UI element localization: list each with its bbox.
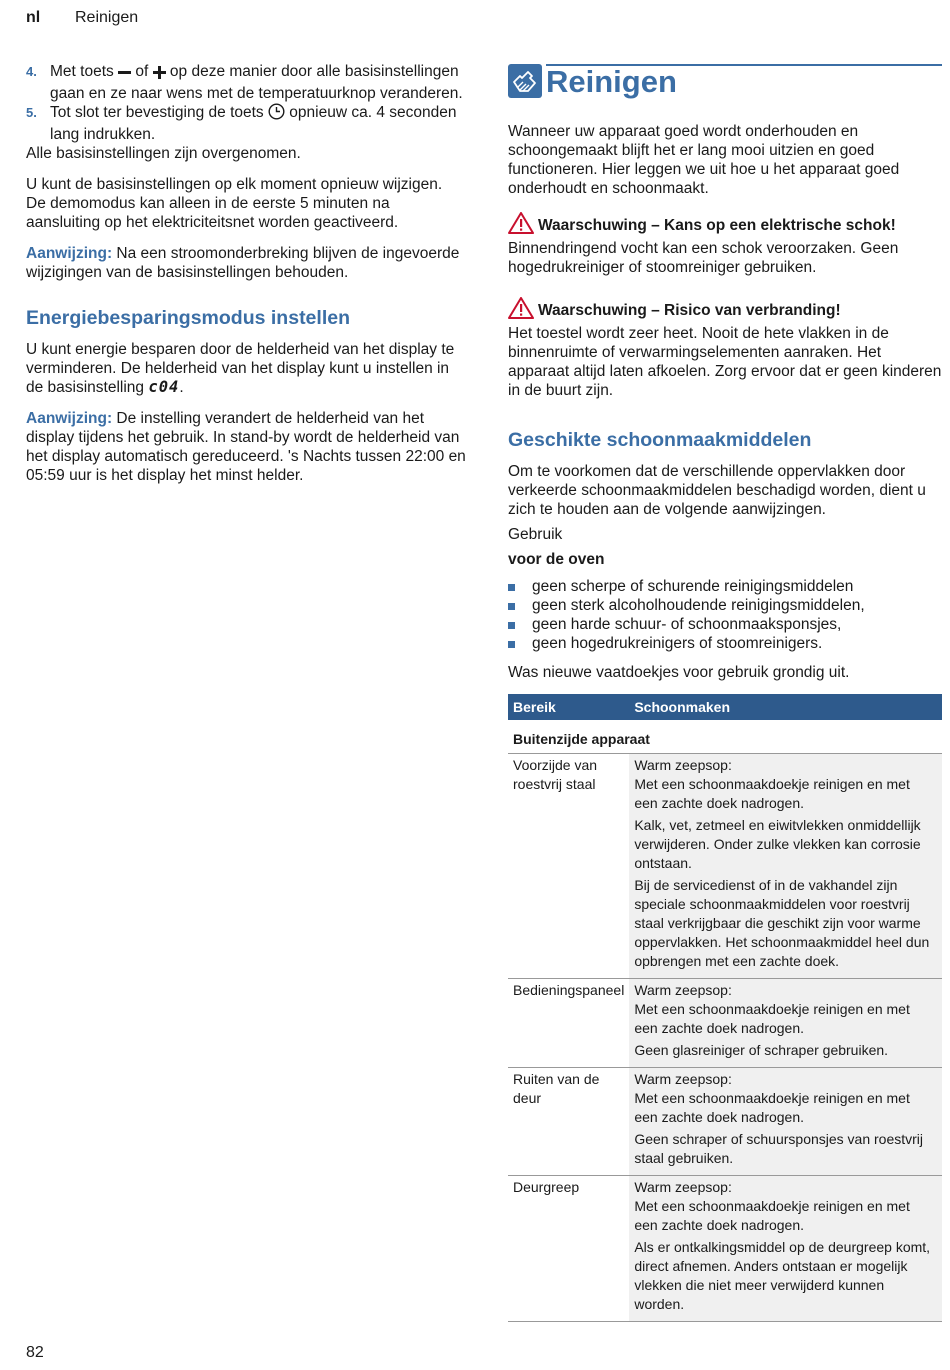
cleaning-instruction: Geen glasreiniger of schraper gebruiken. [634, 1042, 889, 1058]
bullet-square-icon [508, 641, 515, 648]
table-row [508, 1176, 942, 1322]
warning-title: Waarschuwing – Risico van verbranding! [538, 302, 841, 319]
cleaning-cell [629, 1068, 942, 1176]
cleaning-cell [629, 1176, 942, 1322]
paragraph: Om te voorkomen dat de verschillende oppervlakken door verkeerde schoonmaakmiddelen beschadigd worden, dient u zich te houden aan de volgende aanwijzingen. [508, 463, 926, 518]
cleaning-instruction: Geen schraper of schuursponsjes van roestvrij staal gebruiken. [634, 1131, 924, 1166]
cleaning-instruction: Warm zeepsop: Met een schoonmaakdoekje reinigen en met een zachte doek nadrogen. [634, 982, 910, 1036]
cleaning-cell [629, 754, 942, 979]
oven-label: voor de oven [508, 551, 605, 568]
cleaning-instruction: Kalk, vet, zetmeel en eiwitvlekken onmiddellijk verwijderen. Onder zulke vlekken kan corrosie ontstaan. [634, 817, 921, 871]
table-header-row [508, 694, 942, 720]
result-text: Alle basisinstellingen zijn overgenomen. [26, 145, 301, 162]
chapter-title [508, 64, 942, 102]
cleaning-instruction: Warm zeepsop: Met een schoonmaakdoekje reinigen en met een zachte doek nadrogen. [634, 757, 910, 811]
language-code: nl [26, 9, 41, 26]
cleaning-table [508, 694, 942, 1322]
left-column [26, 62, 466, 485]
gebruik-label: Gebruik [508, 526, 563, 543]
page-title: Reinigen [546, 64, 677, 99]
warning-title: Waarschuwing – Kans op een elektrische schok! [538, 217, 896, 234]
cleaning-instruction: Warm zeepsop: Met een schoonmaakdoekje reinigen en met een zachte doek nadrogen. [634, 1179, 910, 1233]
list-item: geen harde schuur- of schoonmaaksponsjes, [508, 615, 942, 634]
area-cell: Ruiten van de deur [508, 1068, 629, 1176]
wash-note: Was nieuwe vaatdoekjes voor gebruik grondig uit. [508, 664, 850, 681]
plus-icon [153, 65, 166, 84]
group-label: Buitenzijde apparaat [508, 720, 942, 754]
warning-text: Binnendringend vocht kan een schok veroorzaken. Geen hogedrukreiniger of stoomreiniger gebruiken. [508, 240, 899, 276]
step-5: 5. Tot slot ter bevestiging de toets opnieuw ca. 4 seconden lang indrukken. [26, 104, 457, 143]
table-row [508, 979, 942, 1068]
paragraph: U kunt de basisinstellingen op elk moment opnieuw wijzigen. De demomodus kan alleen in de eerste 5 minuten na aansluiting op het elektriciteitsnet worden geactiveerd. [26, 176, 443, 231]
minus-icon [118, 65, 131, 84]
note: Aanwijzing: De instelling verandert de helderheid van het display tijdens het gebruik. In stand-by wordt de helderheid van het display automatisch gereduceerd. 's Nachts tussen 22:00 en 05:59 uur is het display het minst helder. [26, 410, 466, 484]
section-heading: Geschikte schoonmaakmiddelen [508, 429, 812, 451]
cleaning-hand-icon [508, 64, 542, 98]
table-row [508, 1068, 942, 1176]
right-column [508, 64, 942, 1322]
list-item: geen scherpe of schurende reinigingsmiddelen [508, 577, 942, 596]
page-header [26, 8, 139, 30]
bullet-square-icon [508, 584, 515, 591]
cleaning-cell [629, 979, 942, 1068]
display-code: c04 [148, 378, 180, 396]
table-row [508, 754, 942, 979]
list-item: geen hogedrukreinigers of stoomreinigers. [508, 634, 942, 653]
table-group-row [508, 720, 942, 754]
area-cell: Bedieningspaneel [508, 979, 629, 1068]
step-4: 4. Met toets of op deze manier door alle basisinstellingen gaan en ze naar wens met de temperatuurknop veranderen. [26, 63, 463, 102]
column-header-area: Bereik [508, 694, 629, 720]
bullet-square-icon [508, 622, 515, 629]
step-number: 5. [26, 105, 37, 120]
column-header-cleaning: Schoonmaken [629, 694, 942, 720]
paragraph: U kunt energie besparen door de helderheid van het display te verminderen. De helderheid van het display kunt u instellen in de basisinstelling c04. [26, 341, 455, 396]
area-cell: Deurgreep [508, 1176, 629, 1322]
warning-text: Het toestel wordt zeer heet. Nooit de hete vlakken in de binnenruimte of verwarmingselementen aanraken. Het apparaat altijd laten afkoelen. Zorg ervoor dat er geen kinderen in de buurt zijn. [508, 325, 942, 399]
cleaning-instruction: Als er ontkalkingsmiddel op de deurgreep komt, direct afnemen. Anders ontstaan er mogelijk vlekken die niet meer verwijderd kunnen worden. [634, 1239, 931, 1312]
clock-icon [268, 103, 285, 125]
section-heading: Energiebesparingsmodus instellen [26, 307, 350, 329]
warning-triangle-icon [508, 212, 534, 239]
bullet-list [508, 577, 942, 653]
area-cell: Voorzijde van roestvrij staal [508, 754, 629, 979]
cleaning-instruction: Warm zeepsop: Met een schoonmaakdoekje reinigen en met een zachte doek nadrogen. [634, 1071, 910, 1125]
warning-electric [508, 212, 942, 277]
warning-burn [508, 297, 942, 400]
page-number: 82 [26, 1344, 44, 1361]
section-name: Reinigen [75, 9, 139, 26]
list-item: geen sterk alcoholhoudende reinigingsmiddelen, [508, 596, 942, 615]
note-label: Aanwijzing: [26, 245, 113, 262]
bullet-square-icon [508, 603, 515, 610]
step-number: 4. [26, 64, 37, 79]
note: Aanwijzing: Na een stroomonderbreking blijven de ingevoerde wijzigingen van de basisinstellingen behouden. [26, 245, 460, 281]
note-label: Aanwijzing: [26, 410, 113, 427]
warning-triangle-icon [508, 297, 534, 324]
intro-paragraph: Wanneer uw apparaat goed wordt onderhouden en schoongemaakt blijft het er lang mooi uitzien en goed functioneren. Hier leggen we uit hoe u het apparaat goed onderhoudt en schoonmaakt. [508, 123, 900, 197]
cleaning-instruction: Bij de servicedienst of in de vakhandel zijn speciale schoonmaakmiddelen voor roestvrij staal verkrijgbaar die geschikt zijn voor warme oppervlakken. Het schoonmaakmiddel heel dun opbrengen met een zachte doek. [634, 877, 930, 969]
